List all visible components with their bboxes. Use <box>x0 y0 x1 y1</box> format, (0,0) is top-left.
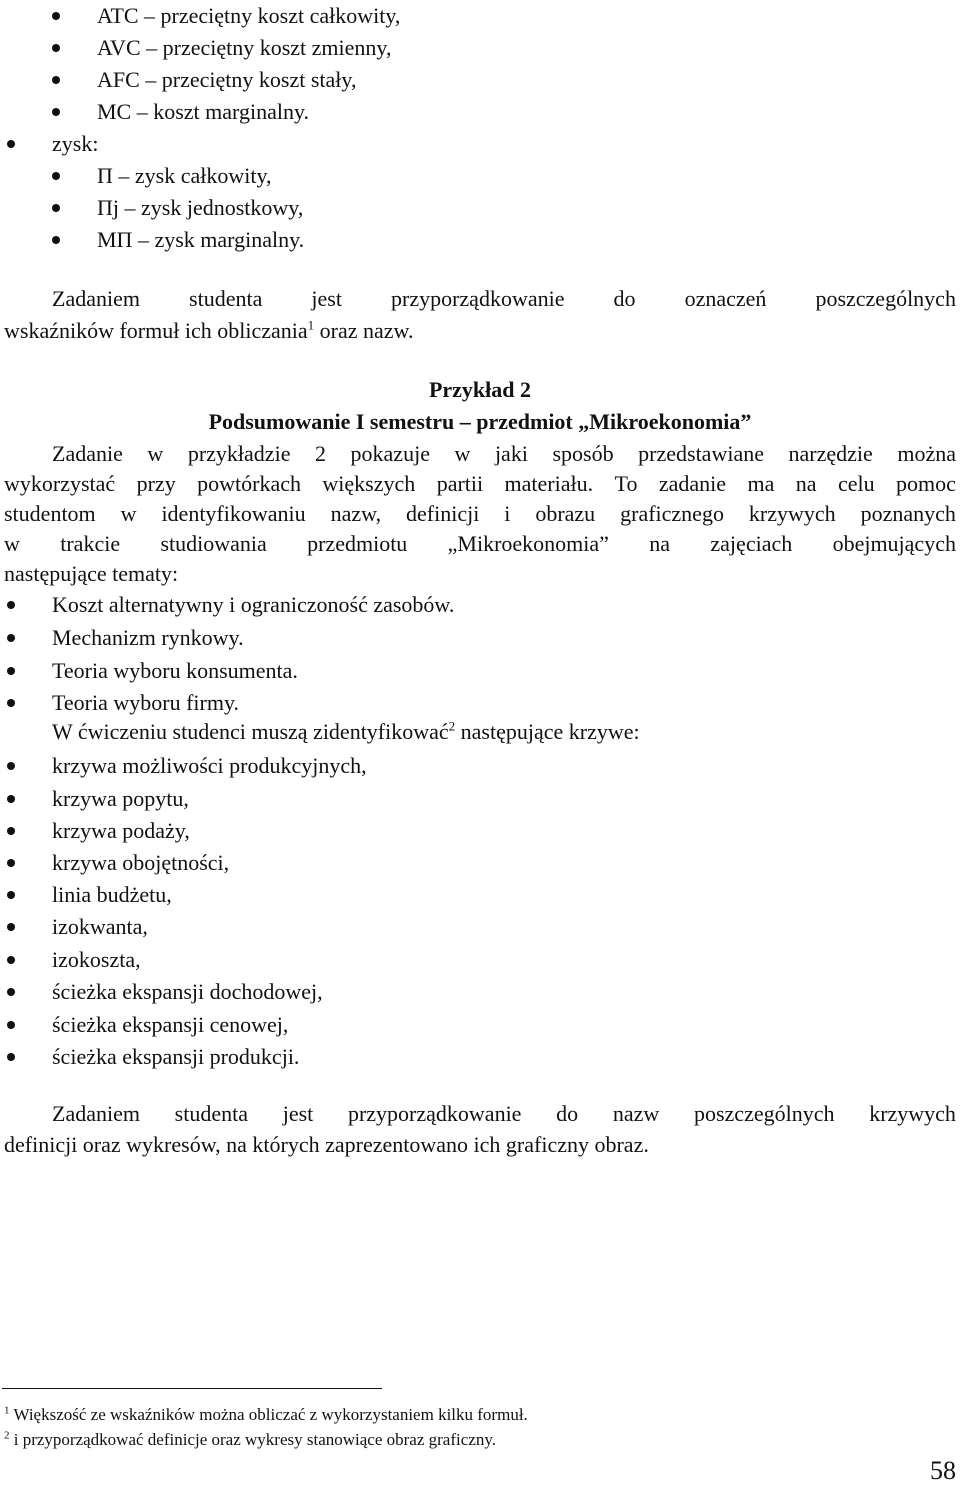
bullet-icon <box>7 891 15 899</box>
intro-line-3: studentom w identyfikowaniu nazw, definicji i obrazu graficznego krzywych poznanych <box>4 501 956 526</box>
list-item: krzywa podaży, <box>52 818 190 843</box>
bullet-icon <box>52 12 60 20</box>
bullet-icon <box>52 76 60 84</box>
bullet-icon <box>52 44 60 52</box>
bullet-icon <box>7 1053 15 1061</box>
list-item: MΠ – zysk marginalny. <box>97 227 305 252</box>
list-item: Koszt alternatywny i ograniczoność zasobów. <box>52 592 455 617</box>
list-item: ścieżka ekspansji produkcji. <box>52 1044 300 1069</box>
page-number: 58 <box>930 1456 956 1485</box>
bullet-icon <box>7 762 15 770</box>
list-item: MC – koszt marginalny. <box>97 99 310 124</box>
footnote-separator <box>2 1388 382 1389</box>
task2-line-2: definicji oraz wykresów, na których zaprezentowano ich graficzny obraz. <box>4 1132 649 1157</box>
list-item: linia budżetu, <box>52 882 172 907</box>
bullet-icon <box>52 108 60 116</box>
bullet-icon <box>7 859 15 867</box>
bullet-icon <box>7 634 15 642</box>
list-item: Teoria wyboru konsumenta. <box>52 658 298 683</box>
footnote-ref: 1 <box>307 317 315 333</box>
curves-intro: W ćwiczeniu studenci muszą zidentyfikować$^2$ następujące krzywe: <box>52 718 640 744</box>
list-item: Πj – zysk jednostkowy, <box>97 195 304 220</box>
task2-line-1: Zadaniem studenta jest przyporządkowanie do nazw poszczególnych krzywych <box>52 1101 956 1126</box>
bullet-icon <box>7 956 15 964</box>
intro-line-4: w trakcie studiowania przedmiotu „Mikroekonomia” na zajęciach obejmujących <box>4 531 956 556</box>
list-item: ATC – przeciętny koszt całkowity, <box>97 3 401 28</box>
task1-line-1: Zadaniem studenta jest przyporządkowanie do oznaczeń poszczególnych <box>52 286 956 311</box>
list-item: krzywa popytu, <box>52 786 189 811</box>
list-item: izokoszta, <box>52 947 141 972</box>
bullet-icon <box>52 172 60 180</box>
list-item: AFC – przeciętny koszt stały, <box>97 67 357 92</box>
intro-line-2: wykorzystać przy powtórkach większych partii materiału. To zadanie ma na celu pomoc <box>4 471 956 496</box>
list-item: ścieżka ekspansji cenowej, <box>52 1012 289 1037</box>
bullet-icon <box>7 988 15 996</box>
bullet-icon <box>7 699 15 707</box>
profit-heading: zysk: <box>52 131 99 156</box>
bullet-icon <box>7 923 15 931</box>
bullet-icon <box>7 827 15 835</box>
intro-line-5: następujące tematy: <box>4 561 179 586</box>
list-item: krzywa możliwości produkcyjnych, <box>52 753 367 778</box>
bullet-icon <box>7 795 15 803</box>
list-item: izokwanta, <box>52 914 148 939</box>
list-item: AVC – przeciętny koszt zmienny, <box>97 35 392 60</box>
footnote-ref: 2 <box>448 718 456 734</box>
list-item: ścieżka ekspansji dochodowej, <box>52 979 323 1004</box>
bullet-icon <box>7 140 15 148</box>
footnote-1: $^1$ Większość ze wskaźników można obliczać z wykorzystaniem kilku formuł. <box>4 1404 528 1424</box>
example-heading: Przykład 2 <box>428 377 532 402</box>
bullet-icon <box>7 1021 15 1029</box>
intro-line-1: Zadanie w przykładzie 2 pokazuje w jaki sposób przedstawiane narzędzie można <box>52 441 956 466</box>
bullet-icon <box>52 236 60 244</box>
task1-line-2: wskaźników formuł ich obliczania$^1$ oraz nazw. <box>4 317 414 343</box>
footnote-2: $^2$ i przyporządkować definicje oraz wykresy stanowiące obraz graficzny. <box>4 1429 496 1449</box>
list-item: krzywa obojętności, <box>52 850 230 875</box>
bullet-icon <box>7 667 15 675</box>
bullet-icon <box>7 601 15 609</box>
list-item: Mechanizm rynkowy. <box>52 625 244 650</box>
list-item: Π – zysk całkowity, <box>97 163 272 188</box>
bullet-icon <box>52 204 60 212</box>
example-subheading: Podsumowanie I semestru – przedmiot „Mikroekonomia” <box>208 409 752 434</box>
list-item: Teoria wyboru firmy. <box>52 690 240 715</box>
